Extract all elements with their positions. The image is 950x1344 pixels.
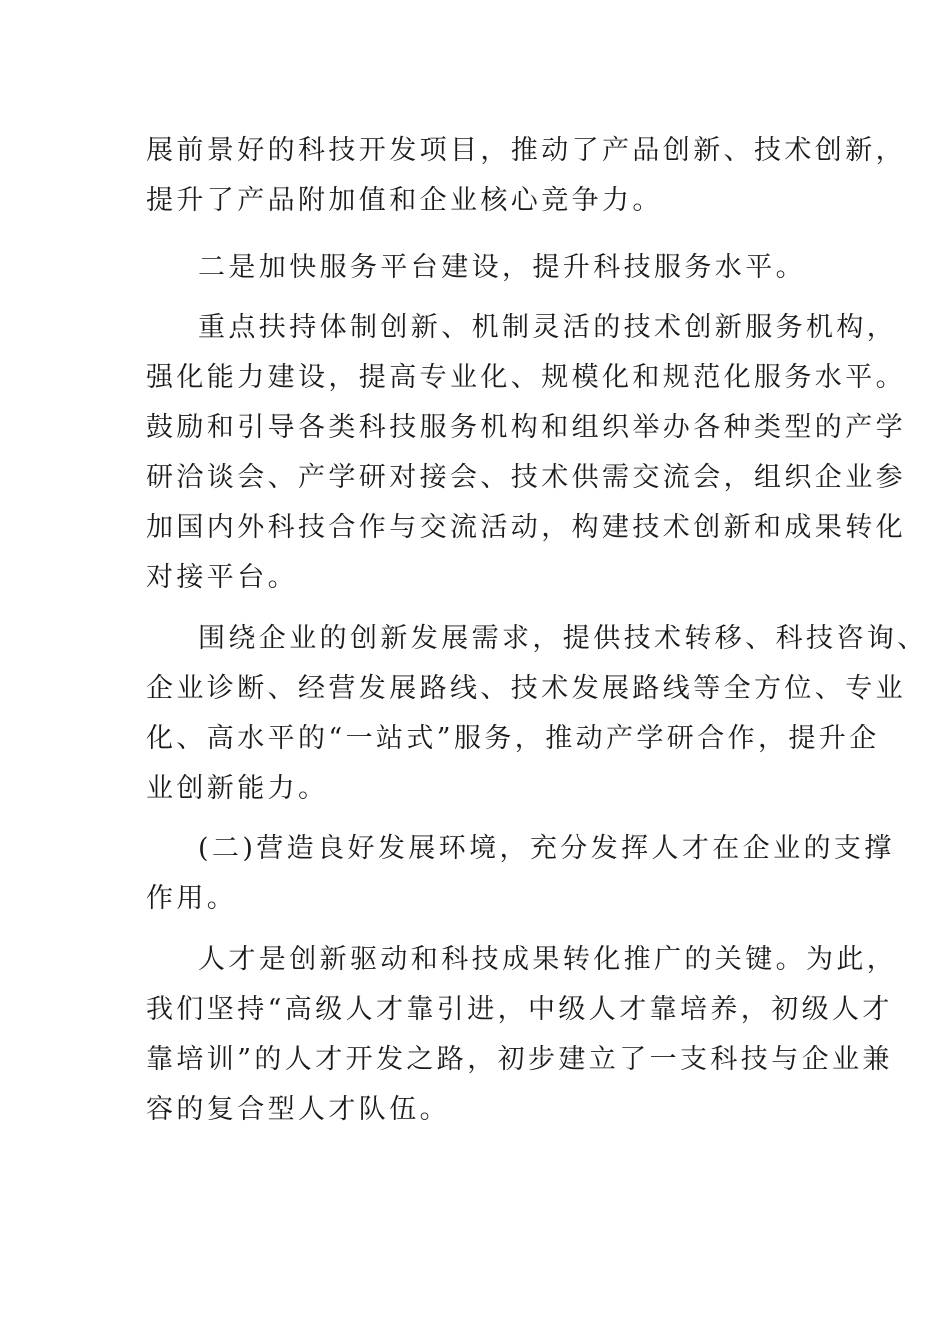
paragraph-2-line-1: 二是加快服务平台建设，提升科技服务水平。 (198, 252, 806, 283)
paragraph-4-line-2: 企业诊断、经营发展路线、技术发展路线等全方位、专业 (146, 673, 906, 704)
paragraph-6-line-4: 容的复合型人才队伍。 (146, 1094, 450, 1125)
paragraph-6-line-3: 靠培训”的人才开发之路，初步建立了一支科技与企业兼 (146, 1044, 893, 1075)
paragraph-3-line-3: 鼓励和引导各类科技服务机构和组织举办各种类型的产学 (146, 412, 906, 443)
paragraph-1-line-1: 展前景好的科技开发项目，推动了产品创新、技术创新， (146, 135, 906, 166)
paragraph-3-line-6: 对接平台。 (146, 562, 298, 593)
paragraph-1-line-2: 提升了产品附加值和企业核心竞争力。 (146, 185, 663, 216)
paragraph-3-line-1: 重点扶持体制创新、机制灵活的技术创新服务机构， (198, 312, 898, 343)
section-heading-line-2: 作用。 (146, 883, 238, 914)
paragraph-3-line-5: 加国内外科技合作与交流活动，构建技术创新和成果转化 (146, 512, 906, 543)
paragraph-6-line-2: 我们坚持“高级人才靠引进，中级人才靠培养，初级人才 (146, 994, 893, 1025)
paragraph-3-line-4: 研洽谈会、产学研对接会、技术供需交流会，组织企业参 (146, 462, 906, 493)
paragraph-3-line-2: 强化能力建设，提高专业化、规模化和规范化服务水平。 (146, 362, 906, 393)
section-heading-line-1: (二)营造良好发展环境，充分发挥人才在企业的支撑 (198, 833, 895, 864)
paragraph-4-line-1: 围绕企业的创新发展需求，提供技术转移、科技咨询、 (198, 623, 928, 654)
paragraph-4-line-4: 业创新能力。 (146, 773, 329, 804)
paragraph-4-line-3: 化、高水平的“一站式”服务，推动产学研合作，提升企 (146, 723, 880, 754)
paragraph-6-line-1: 人才是创新驱动和科技成果转化推广的关键。为此， (198, 944, 898, 975)
